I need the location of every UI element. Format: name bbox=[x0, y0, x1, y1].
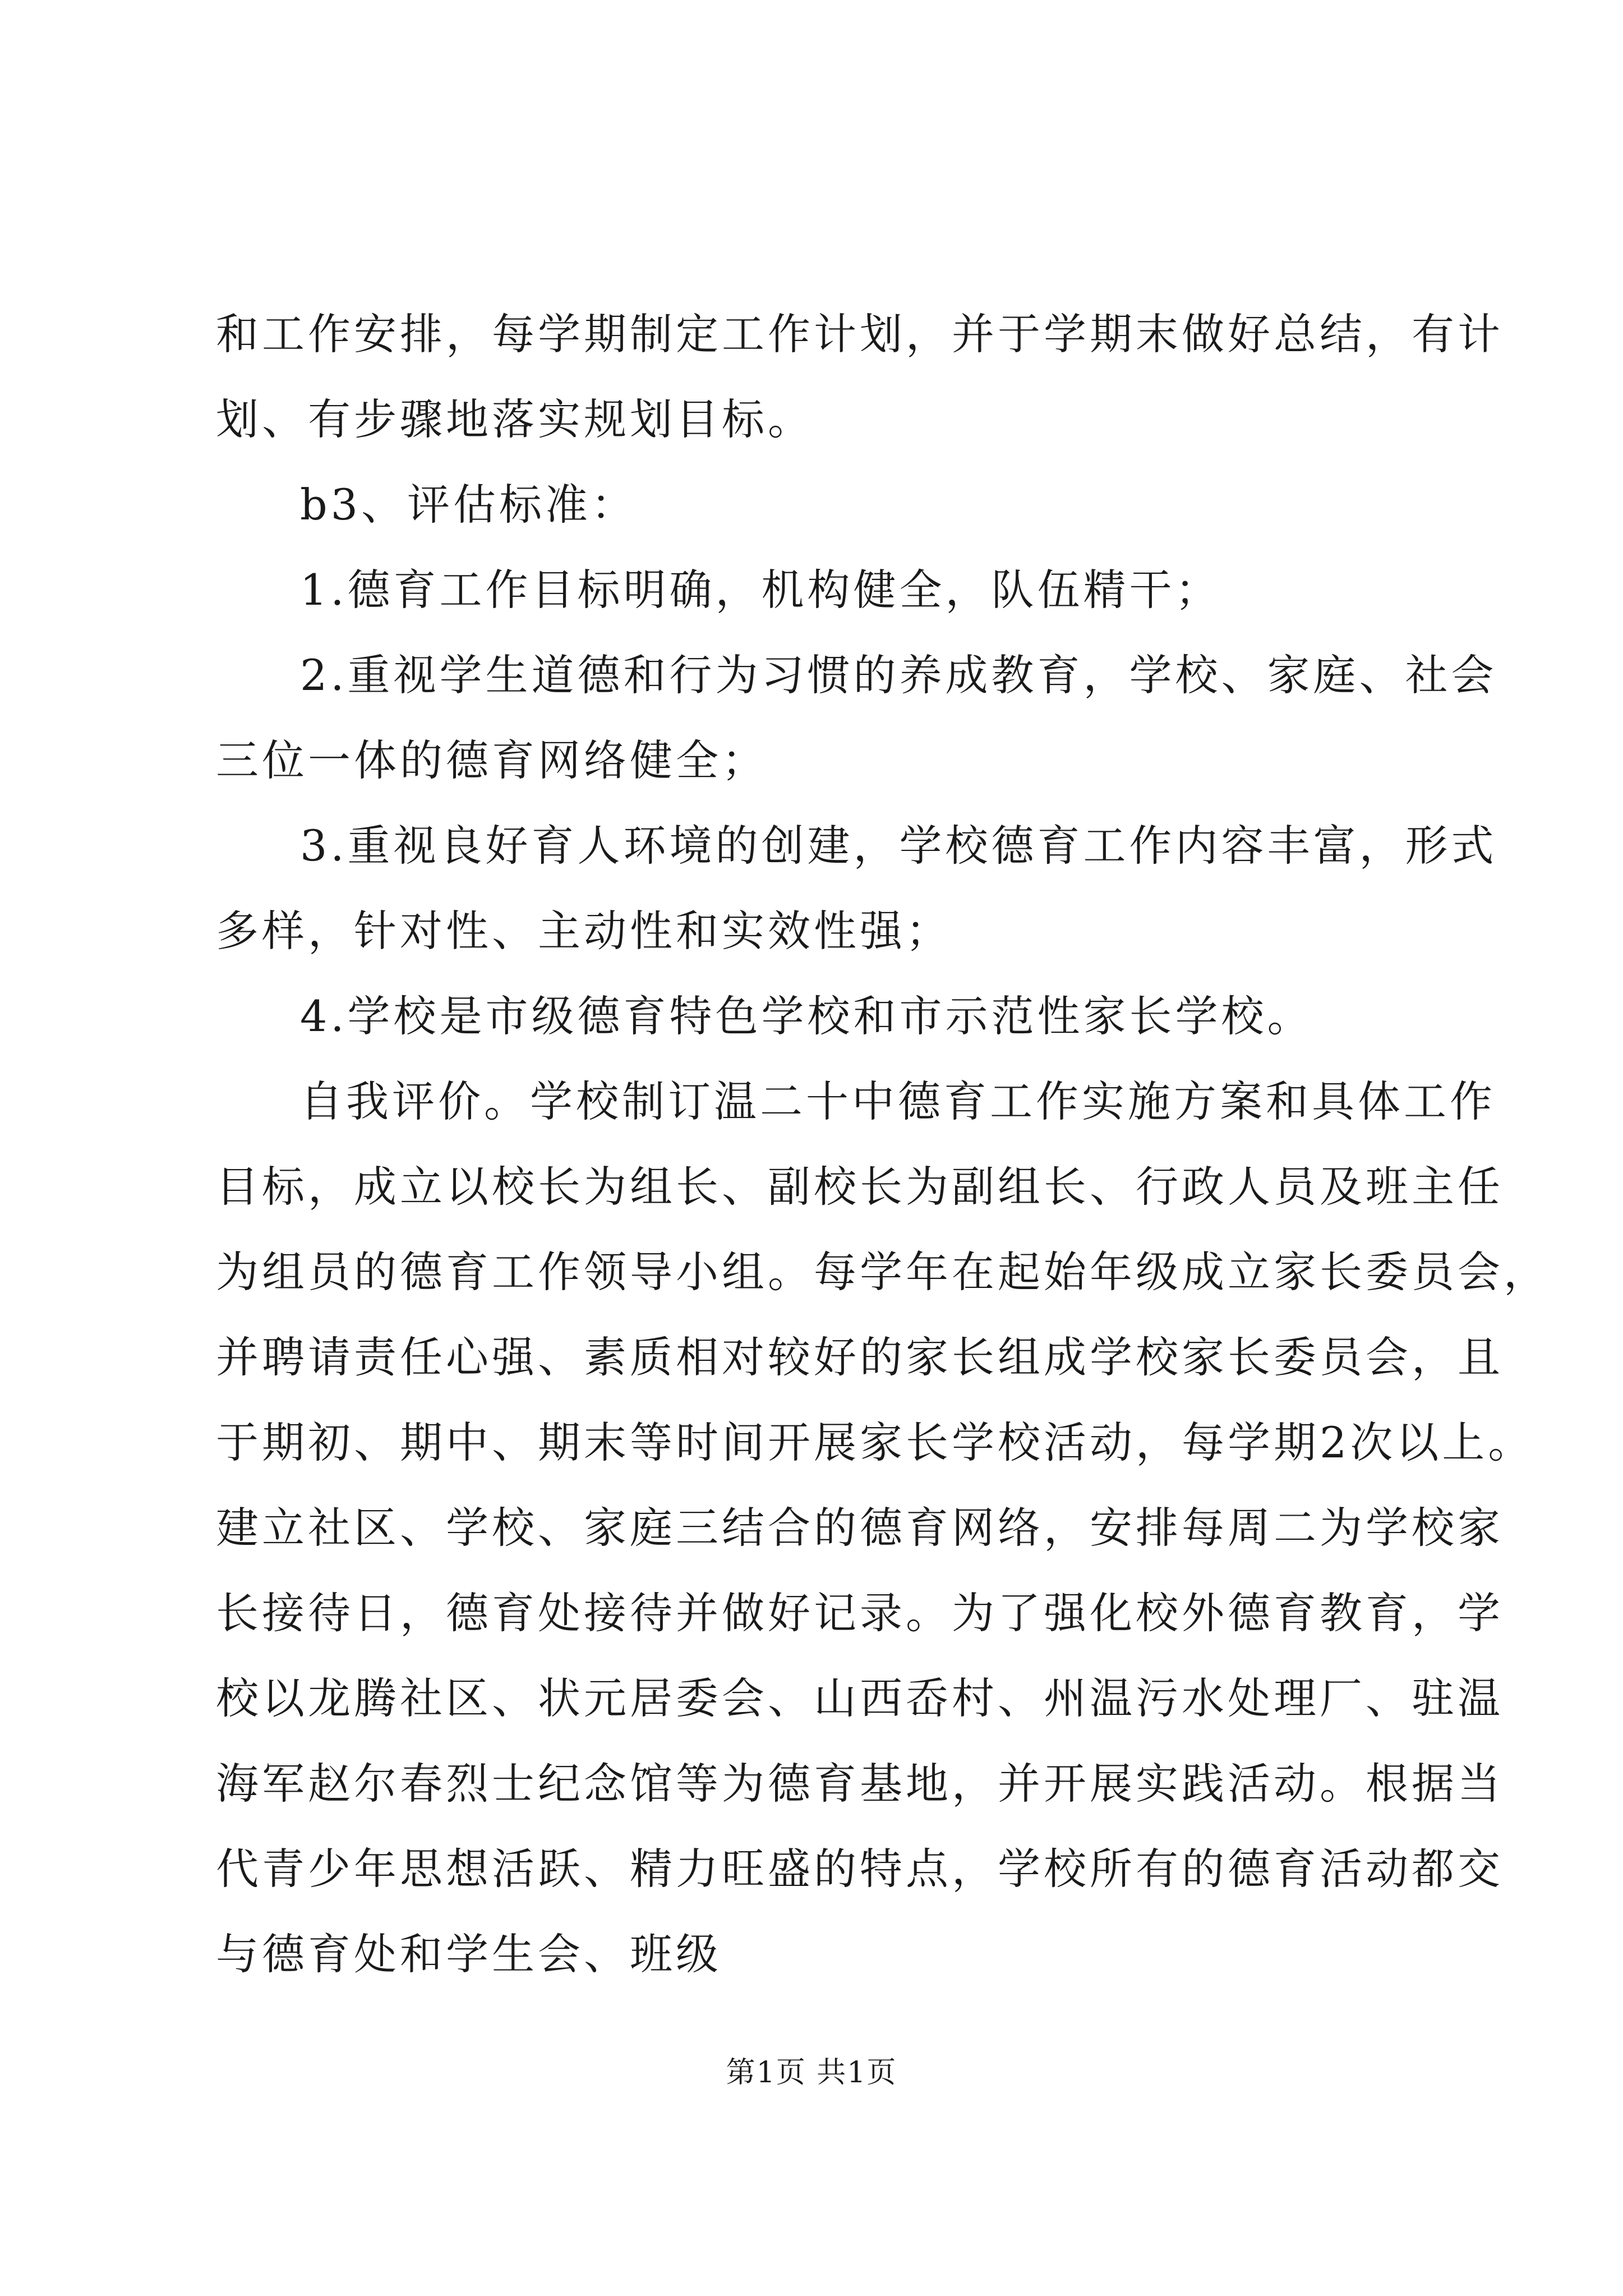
self-evaluation-line-6: 建立社区、学校、家庭三结合的德育网络，安排每周二为学校家 bbox=[216, 1503, 1504, 1553]
document-body bbox=[216, 292, 1550, 1997]
self-evaluation-line-3: 为组员的德育工作领导小组。每学年在起始年级成立家长委员会， bbox=[216, 1247, 1550, 1297]
text-line-2: 划、有步骤地落实规划目标。 bbox=[216, 394, 814, 444]
page-number-footer: 第1页 共1页 bbox=[726, 2056, 897, 2090]
self-evaluation-paragraph-start: 自我评价。学校制订温二十中德育工作实施方案和具体工作 bbox=[300, 1076, 1496, 1126]
self-evaluation-line-7: 长接待日，德育处接待并做好记录。为了强化校外德育教育，学 bbox=[216, 1588, 1504, 1638]
text-line-1: 和工作安排，每学期制定工作计划，并于学期末做好总结，有计 bbox=[216, 309, 1504, 359]
self-evaluation-line-11: 与德育处和学生会、班级 bbox=[216, 1929, 722, 1979]
criterion-item-4: 4.学校是市级德育特色学校和市示范性家长学校。 bbox=[300, 991, 1313, 1041]
criterion-item-3: 3.重视良好育人环境的创建，学校德育工作内容丰富，形式 bbox=[300, 821, 1497, 871]
self-evaluation-line-9: 海军赵尔春烈士纪念馆等为德育基地，并开展实践活动。根据当 bbox=[216, 1759, 1504, 1809]
criterion-item-1: 1.德育工作目标明确，机构健全，队伍精干； bbox=[300, 565, 1221, 615]
section-heading-b3: b3、评估标准： bbox=[300, 480, 638, 530]
criterion-item-3-continued: 多样，针对性、主动性和实效性强； bbox=[216, 906, 952, 956]
criterion-item-2: 2.重视学生道德和行为习惯的养成教育，学校、家庭、社会 bbox=[300, 650, 1497, 700]
self-evaluation-line-4: 并聘请责任心强、素质相对较好的家长组成学校家长委员会，且 bbox=[216, 1332, 1504, 1382]
self-evaluation-line-10: 代青少年思想活跃、精力旺盛的特点，学校所有的德育活动都交 bbox=[216, 1844, 1504, 1894]
criterion-item-2-continued: 三位一体的德育网络健全； bbox=[216, 735, 768, 785]
self-evaluation-line-2: 目标，成立以校长为组长、副校长为副组长、行政人员及班主任 bbox=[216, 1162, 1504, 1212]
self-evaluation-line-8: 校以龙腾社区、状元居委会、山西岙村、州温污水处理厂、驻温 bbox=[216, 1673, 1504, 1723]
self-evaluation-line-5: 于期初、期中、期末等时间开展家长学校活动，每学期2次以上。 bbox=[216, 1418, 1534, 1467]
